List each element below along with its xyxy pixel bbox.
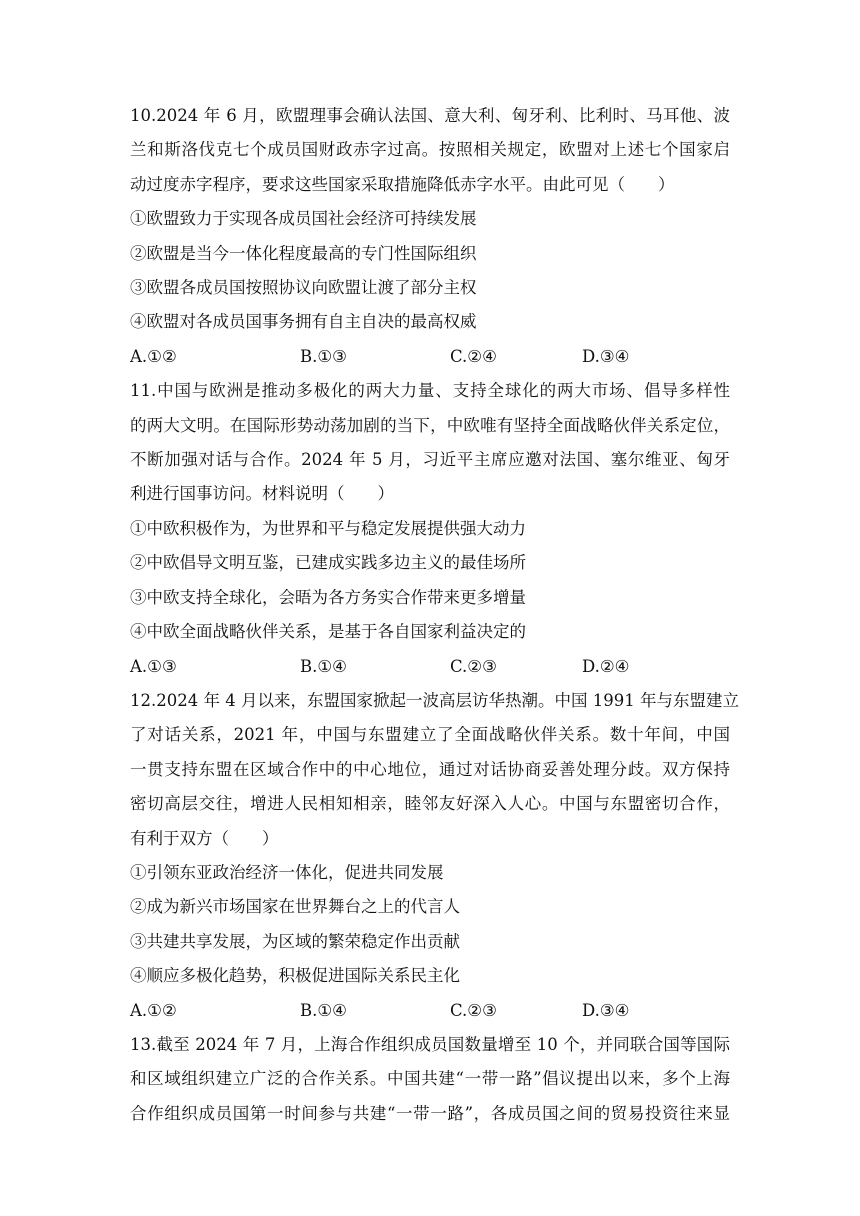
question-13 — [130, 1028, 730, 1131]
question-12 — [130, 684, 739, 1028]
statement-option: ②欧盟是当今一体化程度最高的专门性国际组织 — [130, 243, 477, 263]
choice-d: D.③④ — [582, 1000, 630, 1020]
question-11 — [130, 374, 730, 684]
statement-option: ②成为新兴市场国家在世界舞台之上的代言人 — [130, 897, 460, 917]
question-stem-line: 13.截至 2024 年 7 月，上海合作组织成员国数量增至 10 个，并同联合国等国际 — [130, 1034, 730, 1054]
choice-b: B.①③ — [300, 346, 347, 366]
question-stem-line: 12.2024 年 4 月以来，东盟国家掀起一波高层访华热潮。中国 1991 年与东盟建立 — [130, 690, 739, 710]
question-stem-line: 的两大文明。在国际形势动荡加剧的当下，中欧唯有坚持全面战略伙伴关系定位， — [130, 415, 730, 435]
choice-c: C.②③ — [450, 1000, 497, 1020]
choice-d: D.②④ — [582, 656, 630, 676]
statement-option: ③中欧支持全球化，会晤为各方务实合作带来更多增量 — [130, 587, 526, 607]
question-stem-line: 10.2024 年 6 月，欧盟理事会确认法国、意大利、匈牙利、比利时、马耳他、波 — [130, 106, 730, 125]
choice-b: B.①④ — [300, 656, 347, 676]
answer-choices — [130, 994, 730, 1028]
question-stem-line: 有利于双方（ ） — [130, 828, 279, 848]
choice-d: D.③④ — [582, 346, 630, 366]
choice-b: B.①④ — [300, 1000, 347, 1020]
question-stem-line: 11.中国与欧洲是推动多极化的两大力量、支持全球化的两大市场、倡导多样性 — [130, 381, 730, 401]
statement-option: ④中欧全面战略伙伴关系，是基于各自国家利益决定的 — [130, 622, 526, 642]
question-stem-line: 密切高层交往，增进人民相知相亲，睦邻友好深入人心。中国与东盟密切合作， — [130, 794, 730, 814]
statement-option: ④顺应多极化趋势，积极促进国际关系民主化 — [130, 966, 460, 986]
choice-a: A.①② — [130, 346, 177, 366]
question-10 — [130, 99, 730, 374]
statement-option: ③共建共享发展，为区域的繁荣稳定作出贡献 — [130, 931, 460, 951]
choice-c: C.②③ — [450, 656, 497, 676]
question-stem-line: 合作组织成员国第一时间参与共建“一带一路”，各成员国之间的贸易投资往来显 — [130, 1103, 730, 1123]
answer-choices — [130, 650, 730, 684]
question-stem-line: 和区域组织建立广泛的合作关系。中国共建“一带一路”倡议提出以来，多个上海 — [130, 1069, 730, 1089]
choice-a: A.①③ — [130, 656, 177, 676]
question-stem-line: 了对话关系，2021 年，中国与东盟建立了全面战略伙伴关系。数十年间，中国 — [130, 725, 730, 745]
statement-option: ①欧盟致力于实现各成员国社会经济可持续发展 — [130, 209, 477, 229]
statement-option: ①中欧积极作为，为世界和平与稳定发展提供强大动力 — [130, 518, 526, 538]
question-stem-line: 利进行国事访问。材料说明（ ） — [130, 484, 394, 504]
statement-option: ①引领东亚政治经济一体化，促进共同发展 — [130, 862, 444, 882]
question-stem-line: 动过度赤字程序，要求这些国家采取措施降低赤字水平。由此可见（ ） — [130, 174, 675, 194]
statement-option: ④欧盟对各成员国事务拥有自主自决的最高权威 — [130, 312, 477, 332]
question-list — [130, 99, 739, 1131]
answer-choices — [130, 340, 730, 374]
question-stem-line: 一贯支持东盟在区域合作中的中心地位，通过对话协商妥善处理分歧。双方保持 — [130, 759, 730, 779]
question-stem-line: 兰和斯洛伐克七个成员国财政赤字过高。按照相关规定，欧盟对上述七个国家启 — [130, 140, 730, 160]
choice-c: C.②④ — [450, 346, 497, 366]
choice-a: A.①② — [130, 1000, 177, 1020]
question-stem-line: 不断加强对话与合作。2024 年 5 月，习近平主席应邀对法国、塞尔维亚、匈牙 — [130, 450, 730, 470]
statement-option: ③欧盟各成员国按照协议向欧盟让渡了部分主权 — [130, 278, 477, 298]
statement-option: ②中欧倡导文明互鉴，已建成实践多边主义的最佳场所 — [130, 553, 526, 573]
